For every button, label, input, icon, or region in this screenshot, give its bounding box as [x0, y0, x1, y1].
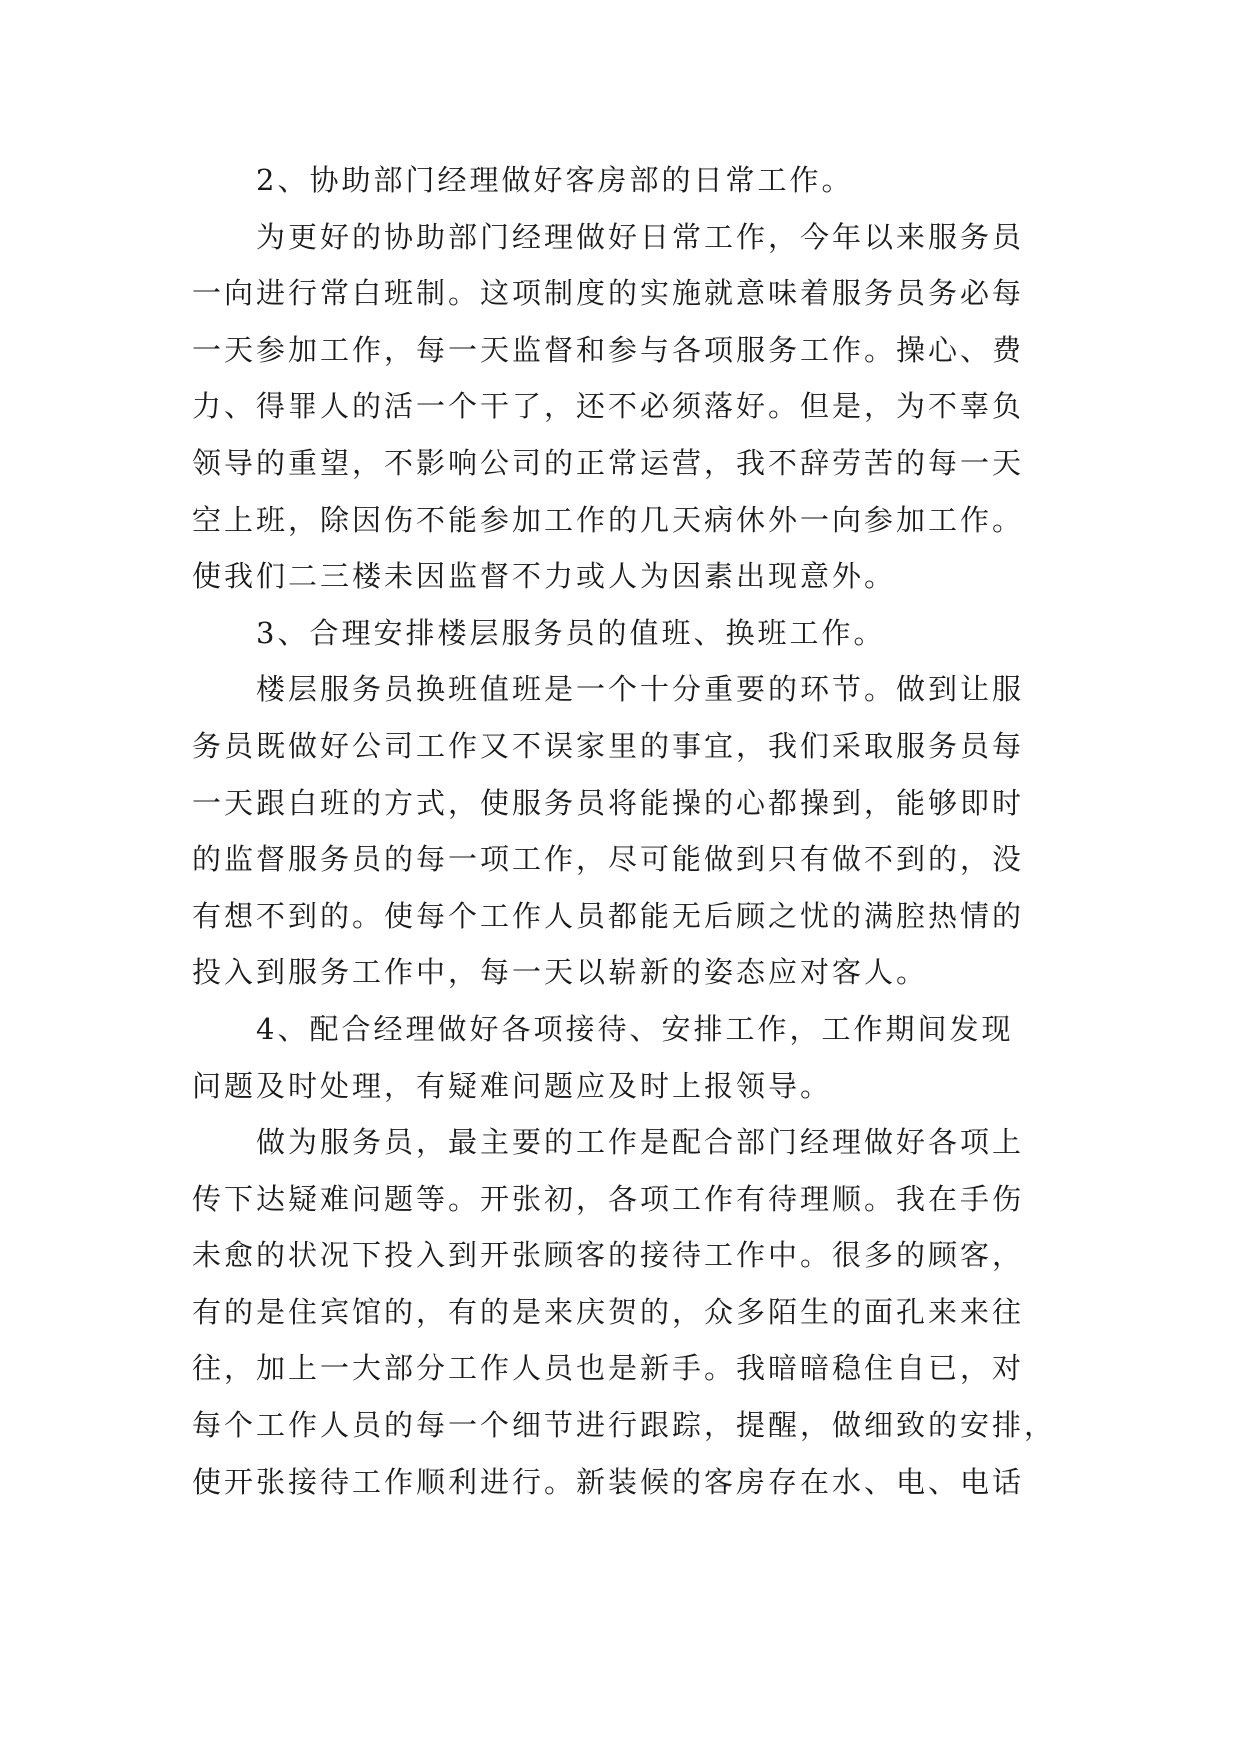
paragraph-line: 往，加上一大部分工作人员也是新手。我暗暗稳住自已，对 [192, 1351, 1025, 1386]
paragraph-line: 做为服务员，最主要的工作是配合部门经理做好各项上 [256, 1125, 1025, 1160]
paragraph-line: 有的是住宾馆的，有的是来庆贺的，众多陌生的面孔来来往 [192, 1294, 1025, 1329]
paragraph-line: 为更好的协助部门经理做好日常工作，今年以来服务员 [256, 219, 1025, 254]
paragraph-line-heading: 3、合理安排楼层服务员的值班、换班工作。 [256, 615, 886, 650]
paragraph-line: 投入到服务工作中，每一天以崭新的姿态应对客人。 [192, 955, 929, 990]
paragraph-line-heading: 2、协助部门经理做好客房部的日常工作。 [256, 163, 854, 197]
paragraph-line: 每个工作人员的每一个细节进行跟踪，提醒，做细致的安排， [192, 1408, 1057, 1443]
paragraph-line: 一向进行常白班制。这项制度的实施就意味着服务员务必每 [192, 276, 1025, 311]
document-body [192, 152, 1057, 1510]
paragraph-line: 领导的重望，不影响公司的正常运营，我不辞劳苦的每一天 [192, 445, 1025, 480]
paragraph-line: 使我们二三楼未因监督不力或人为因素出现意外。 [192, 559, 897, 594]
paragraph-line: 使开张接待工作顺利进行。新装候的客房存在水、电、电话 [192, 1464, 1025, 1499]
paragraph-line: 务员既做好公司工作又不误家里的事宜，我们采取服务员每 [192, 728, 1025, 763]
paragraph-line: 楼层服务员换班值班是一个十分重要的环节。做到让服 [256, 672, 1025, 707]
paragraph-line: 有想不到的。使每个工作人员都能无后顾之忧的满腔热情的 [192, 898, 1025, 933]
paragraph-line: 一天参加工作，每一天监督和参与各项服务工作。操心、费 [192, 332, 1025, 367]
paragraph-line: 的监督服务员的每一项工作，尽可能做到只有做不到的，没 [192, 842, 1025, 877]
paragraph-line: 未愈的状况下投入到开张顾客的接待工作中。很多的顾客， [192, 1238, 1025, 1273]
paragraph-line: 传下达疑难问题等。开张初，各项工作有待理顺。我在手伤 [192, 1181, 1025, 1216]
paragraph-line-heading: 4、配合经理做好各项接待、安排工作，工作期间发现 [256, 1011, 1014, 1046]
paragraph-line: 问题及时处理，有疑难问题应及时上报领导。 [192, 1068, 833, 1103]
paragraph-line: 一天跟白班的方式，使服务员将能操的心都操到，能够即时 [192, 785, 1025, 820]
paragraph-line: 力、得罪人的活一个干了，还不必须落好。但是，为不辜负 [192, 389, 1025, 424]
paragraph-line: 空上班，除因伤不能参加工作的几天病休外一向参加工作。 [192, 502, 1025, 537]
